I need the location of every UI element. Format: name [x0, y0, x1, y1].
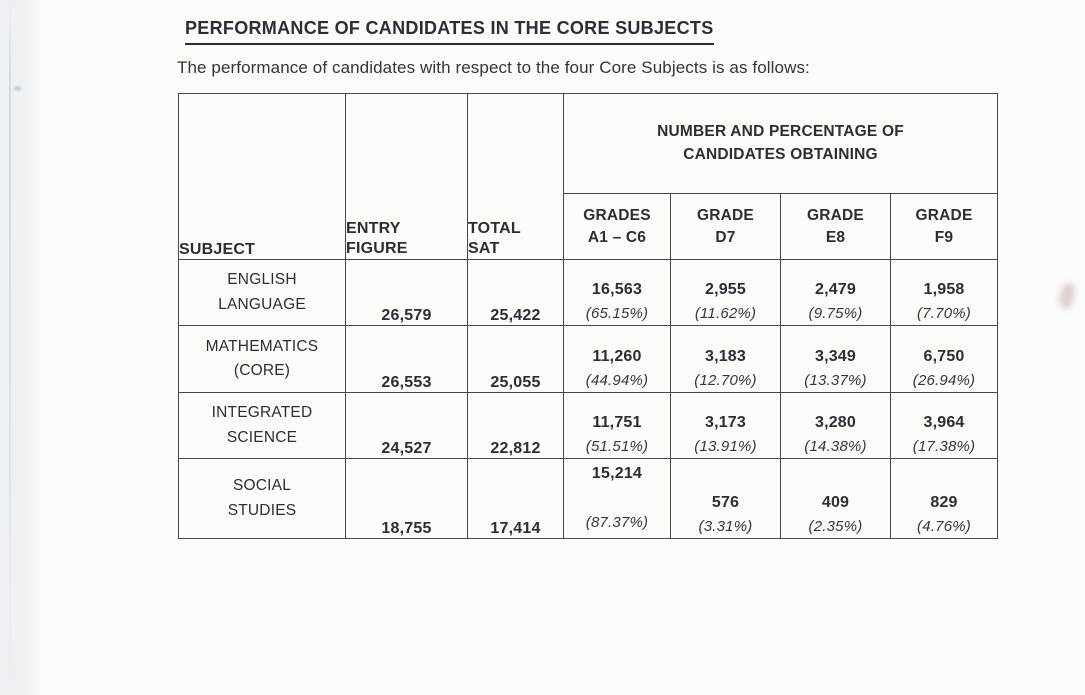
header-entry-line2: FIGURE	[346, 240, 408, 257]
header-number-percentage	[564, 94, 998, 194]
subject-line1: MATHEMATICS	[205, 337, 319, 355]
header-grades-a1-c6	[564, 194, 671, 260]
grade-percent: (14.38%)	[804, 438, 867, 456]
grade-count: 15,214	[591, 465, 643, 482]
grade-count: 16,563	[591, 281, 643, 299]
grade-percent: (13.37%)	[804, 372, 867, 390]
grade-count: 3,183	[704, 348, 747, 366]
subject-line1: INTEGRATED	[211, 404, 313, 422]
grade-percent: (26.94%)	[912, 372, 976, 390]
scan-smudge-artifact	[1057, 282, 1076, 310]
grade-count: 576	[711, 494, 740, 512]
grade-percent: (44.94%)	[585, 372, 649, 390]
intro-text: The performance of candidates with respect to the four Core Subjects is as follows:	[177, 58, 810, 77]
cell-entry-figure: 26,553	[346, 326, 468, 393]
header-subject	[179, 94, 346, 260]
table-row-integrated-science	[179, 393, 998, 459]
grade-percent: (17.38%)	[912, 438, 976, 456]
header-grades-a1-c6-line2: A1 – C6	[587, 228, 647, 246]
cell-entry-figure: 24,527	[346, 393, 468, 459]
scan-edge-line	[9, 0, 11, 695]
cell-grade-d7	[671, 326, 781, 393]
scan-edge-strip	[0, 0, 42, 695]
grade-count: 6,750	[923, 348, 965, 366]
cell-total-sat: 22,812	[468, 393, 564, 459]
table-row-mathematics-core	[179, 326, 998, 393]
header-grade-f9	[891, 194, 998, 260]
cell-entry-figure: 26,579	[346, 260, 468, 326]
cell-grade-e8	[781, 459, 891, 539]
cell-grade-f9	[891, 459, 998, 539]
cell-grade-f9	[891, 260, 998, 326]
header-grade-e8-line2: E8	[825, 228, 846, 246]
scan-dot-artifact	[14, 86, 21, 91]
grade-percent: (87.37%)	[585, 514, 649, 532]
cell-grades-a1-c6	[564, 459, 671, 539]
header-merged-line2: CANDIDATES OBTAINING	[683, 145, 878, 163]
table-row-social-studies	[179, 459, 998, 539]
subject-line1: ENGLISH	[227, 271, 297, 289]
header-merged-line1: NUMBER AND PERCENTAGE OF	[657, 123, 904, 141]
grade-percent: (13.91%)	[694, 438, 757, 456]
header-row-top	[179, 94, 998, 194]
header-subject-label: SUBJECT	[179, 241, 256, 258]
grade-count: 3,280	[814, 414, 857, 432]
subject-line2: SCIENCE	[226, 428, 298, 446]
cell-total-sat: 25,422	[468, 260, 564, 326]
grade-count: 2,955	[704, 281, 747, 299]
grade-count: 3,964	[923, 414, 965, 432]
grade-percent: (65.15%)	[585, 305, 649, 323]
grade-percent: (2.35%)	[808, 518, 863, 536]
cell-subject	[179, 260, 346, 326]
grade-count: 2,479	[814, 281, 857, 299]
table-row-english-language	[179, 260, 998, 326]
cell-grade-d7	[671, 459, 781, 539]
subject-line2: LANGUAGE	[218, 295, 306, 313]
grade-percent: (4.76%)	[917, 518, 971, 536]
cell-grade-d7	[671, 393, 781, 459]
header-total-line2: SAT	[468, 240, 500, 257]
cell-subject	[179, 459, 346, 539]
cell-grade-f9	[891, 326, 998, 393]
cell-total-sat: 17,414	[468, 459, 564, 539]
grade-count: 3,349	[814, 348, 857, 366]
header-entry-figure	[346, 94, 468, 260]
grade-count: 409	[821, 494, 850, 512]
subject-line2: STUDIES	[227, 501, 297, 519]
grade-percent: (11.62%)	[694, 305, 757, 323]
grade-percent: (9.75%)	[808, 305, 863, 323]
grade-count: 1,958	[923, 281, 965, 299]
grade-count: 11,260	[592, 348, 642, 366]
header-grade-d7	[671, 194, 781, 260]
header-total-line1: TOTAL	[468, 220, 521, 237]
header-entry-line1: ENTRY	[346, 220, 401, 237]
cell-grade-e8	[781, 326, 891, 393]
cell-subject	[179, 326, 346, 393]
cell-grades-a1-c6	[564, 393, 671, 459]
header-grade-d7-line1: GRADE	[697, 206, 754, 224]
header-grade-d7-line2: D7	[715, 228, 736, 246]
cell-grades-a1-c6	[564, 260, 671, 326]
subject-line1: SOCIAL	[232, 477, 292, 495]
header-grades-a1-c6-line1: GRADES	[583, 206, 651, 224]
grade-percent: (51.51%)	[585, 438, 649, 456]
cell-total-sat: 25,055	[468, 326, 564, 393]
grade-percent: (7.70%)	[917, 305, 971, 323]
cell-subject	[179, 393, 346, 459]
performance-table	[178, 93, 998, 539]
cell-grade-f9	[891, 393, 998, 459]
cell-grades-a1-c6	[564, 326, 671, 393]
grade-count: 11,751	[592, 414, 642, 432]
grade-percent: (3.31%)	[698, 518, 753, 536]
cell-grade-e8	[781, 260, 891, 326]
subject-line2: (CORE)	[233, 362, 291, 379]
header-total-sat	[468, 94, 564, 260]
cell-entry-figure: 18,755	[346, 459, 468, 539]
grade-percent: (12.70%)	[694, 372, 757, 390]
header-grade-f9-line1: GRADE	[915, 206, 973, 224]
page-title: PERFORMANCE OF CANDIDATES IN THE CORE SUBJECTS	[185, 18, 714, 45]
cell-grade-e8	[781, 393, 891, 459]
grade-count: 829	[930, 494, 958, 512]
cell-grade-d7	[671, 260, 781, 326]
header-grade-f9-line2: F9	[934, 228, 954, 246]
header-grade-e8	[781, 194, 891, 260]
grade-count: 3,173	[704, 414, 747, 432]
header-grade-e8-line1: GRADE	[807, 206, 864, 224]
